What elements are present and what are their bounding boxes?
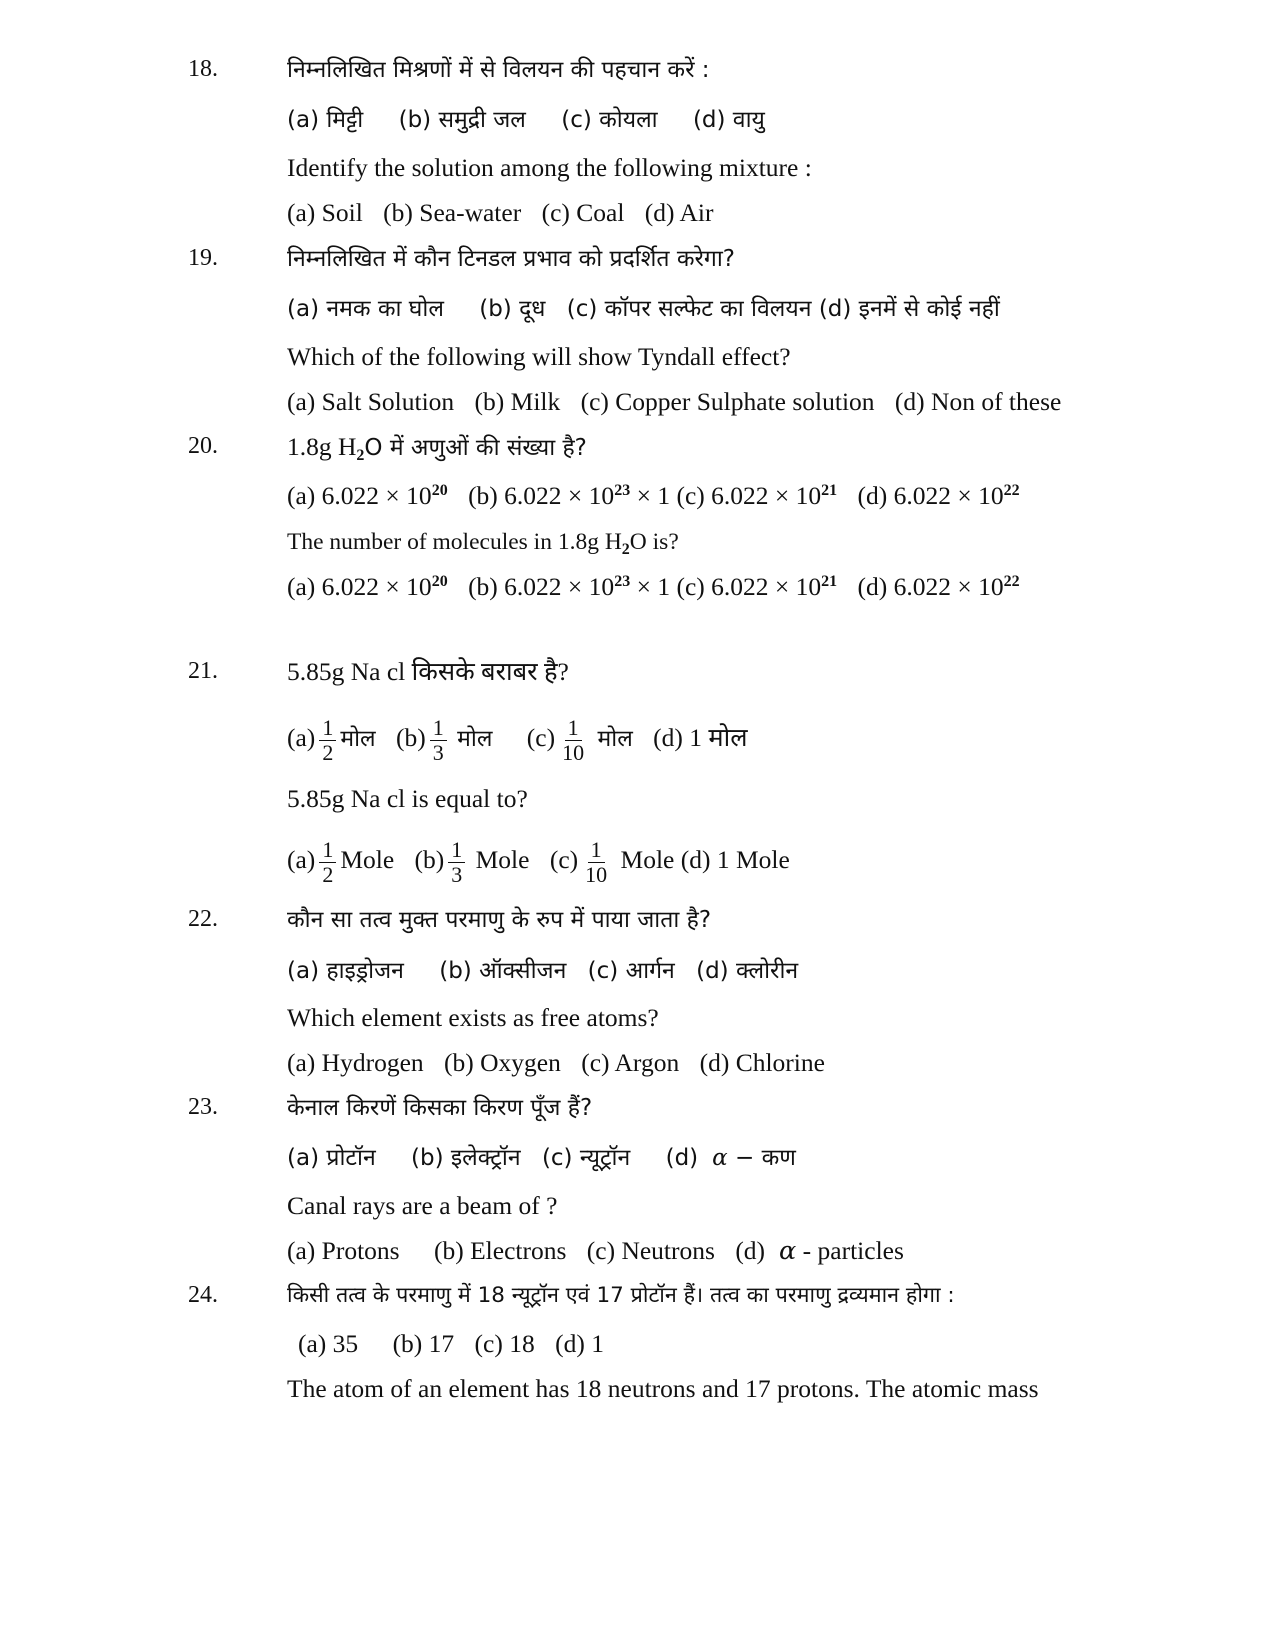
- option-c: (c) आर्गन: [587, 958, 675, 984]
- question-hindi: 1.8g $H_2O$ में अणुओं की संख्या है?: [287, 432, 587, 464]
- question-hindi: 5.85g Na cl किसके बराबर है?: [287, 657, 569, 686]
- option-a: (a) Salt Solution: [287, 387, 455, 416]
- options-hindi: [287, 955, 1247, 987]
- option-a: (a) $\frac{1}{2}$ मोल: [287, 714, 376, 765]
- options-english: [287, 480, 1247, 512]
- option-a: (a) Hydrogen: [287, 1048, 424, 1077]
- option-b: (b) $\frac{1}{3}$ मोल: [396, 714, 493, 765]
- option-c: (c) $6.022 \times 10^{21}$: [676, 572, 838, 601]
- option-a: (a) Soil: [287, 198, 363, 227]
- question-number: 24.: [188, 1282, 218, 1308]
- option-b: (b) $6.022 \times 10^{23} \times 1$: [468, 572, 671, 601]
- options-hindi: [287, 104, 1247, 136]
- option-d: (d) वायु: [692, 107, 765, 133]
- option-b: (b) Oxygen: [444, 1048, 561, 1077]
- options-english: [287, 1235, 1247, 1267]
- option-b: (b) दूध: [479, 296, 546, 322]
- option-d: (d) 1: [555, 1329, 604, 1358]
- option-c: (c) 18: [474, 1329, 535, 1358]
- option-a: (a) हाइड्रोजन: [287, 958, 404, 984]
- question-english: The atom of an element has 18 neutrons and 17 protons. The atomic mass: [287, 1374, 1039, 1403]
- options-english: [298, 1328, 1258, 1360]
- option-d: (d) Non of these: [894, 387, 1062, 416]
- question-number: 23.: [188, 1094, 218, 1120]
- question-number: 22.: [188, 906, 218, 932]
- question-number: 21.: [188, 658, 218, 684]
- option-c: (c) $\frac{1}{10}$ मोल: [526, 714, 633, 765]
- option-d: (d) α − कण: [665, 1145, 796, 1171]
- options-english: [287, 1047, 1247, 1079]
- question-number: 18.: [188, 56, 218, 82]
- question-number: 19.: [188, 245, 218, 271]
- option-b: (b) 17: [392, 1329, 455, 1358]
- option-a: (a) मिट्टी: [287, 107, 364, 133]
- question-hindi: निम्नलिखित में कौन टिनडल प्रभाव को प्रदर्शित करेगा?: [287, 246, 736, 272]
- option-a: (a) प्रोटॉन: [287, 1145, 376, 1171]
- option-b: (b) समुद्री जल: [398, 107, 526, 133]
- option-b: (b) Electrons: [433, 1236, 567, 1265]
- question-english: Which element exists as free atoms?: [287, 1003, 659, 1032]
- option-d: (d) 1 मोल: [653, 723, 748, 752]
- option-c: (c) कोयला: [561, 107, 658, 133]
- option-d: (d) इनमें से कोई नहीं: [818, 296, 1000, 322]
- options-hindi: [287, 1142, 1247, 1174]
- option-b: (b) इलेक्ट्रॉन: [411, 1145, 521, 1171]
- option-a: (a) नमक का घोल: [287, 296, 444, 322]
- option-c: (c) न्यूट्रॉन: [541, 1145, 631, 1171]
- question-hindi: निम्नलिखित मिश्रणों में से विलयन की पहचान करें :: [287, 57, 710, 83]
- option-a: (a) $6.022 \times 10^{20}$: [287, 572, 448, 601]
- question-english: 5.85g Na cl is equal to?: [287, 784, 528, 813]
- question-english: Identify the solution among the following mixture :: [287, 153, 812, 182]
- question-hindi: किसी तत्व के परमाणु में 18 न्यूट्रॉन एवं 17 प्रोटॉन हैं। तत्व का परमाणु द्रव्यमान होगा :: [287, 1283, 955, 1308]
- option-a: (a) 35: [298, 1329, 359, 1358]
- options-english: [287, 386, 1247, 418]
- option-d: (d) 1 Mole: [680, 845, 790, 874]
- options-hindi: [287, 293, 1247, 325]
- question-english: The number of molecules in 1.8g $H_2O$ is?: [287, 529, 679, 558]
- options-hindi: [287, 708, 1247, 770]
- option-b: (b) $\frac{1}{3}$ Mole: [414, 836, 530, 887]
- option-a: (a) $\frac{1}{2}$ Mole: [287, 836, 395, 887]
- option-c: (c) $\frac{1}{10}$ Mole: [549, 836, 675, 887]
- question-hindi: कौन सा तत्व मुक्त परमाणु के रुप में पाया जाता है?: [287, 907, 712, 933]
- options-english: [287, 197, 1247, 229]
- option-d: (d) Air: [644, 198, 714, 227]
- options-english: [287, 830, 1247, 892]
- option-c: (c) कॉपर सल्फेट का विलयन: [566, 296, 812, 322]
- option-c: (c) Argon: [581, 1048, 680, 1077]
- question-english: Which of the following will show Tyndall effect?: [287, 342, 791, 371]
- option-c: (c) Copper Sulphate solution: [580, 387, 875, 416]
- option-b: (b) Milk: [474, 387, 561, 416]
- option-d: (d) क्लोरीन: [696, 958, 799, 984]
- option-b: (b) Sea-water: [383, 198, 522, 227]
- question-hindi: केनाल किरणें किसका किरण पूँज हैं?: [287, 1095, 593, 1121]
- option-c: (c) Neutrons: [586, 1236, 715, 1265]
- option-c: (c) $6.022 \times 10^{21}$: [676, 481, 838, 510]
- question-number: 20.: [188, 433, 218, 459]
- option-d: (d) α - particles: [735, 1236, 904, 1266]
- option-c: (c) Coal: [541, 198, 625, 227]
- option-a: (a) Protons: [287, 1236, 400, 1265]
- option-d: (d) $6.022 \times 10^{22}$: [857, 572, 1020, 601]
- option-a: (a) $6.022 \times 10^{20}$: [287, 481, 448, 510]
- option-d: (d) Chlorine: [699, 1048, 825, 1077]
- option-d: (d) $6.022 \times 10^{22}$: [857, 481, 1020, 510]
- option-b: (b) ऑक्सीजन: [439, 958, 567, 984]
- options-english: [287, 571, 1247, 603]
- option-b: (b) $6.022 \times 10^{23} \times 1$: [468, 481, 671, 510]
- question-english: Canal rays are a beam of ?: [287, 1191, 558, 1220]
